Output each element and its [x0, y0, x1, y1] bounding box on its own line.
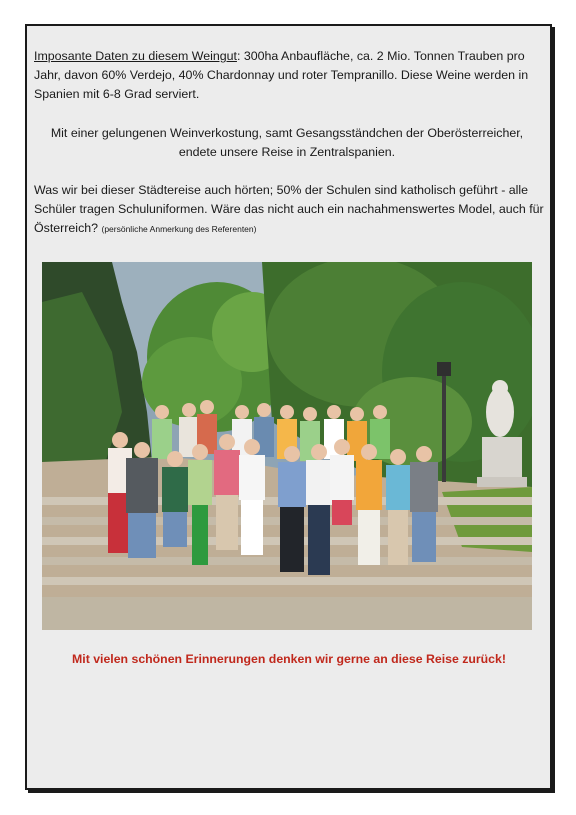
wine-tasting-line-2: endete unsere Reise in Zentralspanien.: [178, 145, 396, 159]
group-photo: [42, 262, 532, 630]
paragraph-school-remark: [34, 181, 544, 239]
group-photo-illustration: [42, 262, 532, 630]
wine-tasting-line-1: Mit einer gelungenen Weinverkostung, samt Gesangsständchen der Oberösterreicher,: [50, 126, 524, 140]
school-remark-body: Was wir bei dieser Städtereise auch hörten; 50% der Schulen sind katholisch geführt - alle Schüler tragen Schuluniformen. Wäre das nicht auch ein nachahmenswertes Model, auch für Österreich?: [34, 183, 544, 235]
winery-facts-body: : 300ha Anbaufläche, ca. 2 Mio. Tonnen Trauben pro Jahr, davon 60% Verdejo, 40% Chardonnay und roter Tempranillo. Diese Weine werden in Spanien mit 6-8 Grad serviert.: [34, 49, 529, 101]
winery-facts-lead: Imposante Daten zu diesem Weingut: [34, 49, 237, 63]
paragraph-wine-tasting: [34, 124, 540, 162]
school-remark-note: (persönliche Anmerkung des Referenten): [101, 224, 257, 234]
closing-line: Mit vielen schönen Erinnerungen denken wir gerne an diese Reise zurück!: [72, 652, 506, 666]
paragraph-winery-facts: [34, 47, 544, 104]
